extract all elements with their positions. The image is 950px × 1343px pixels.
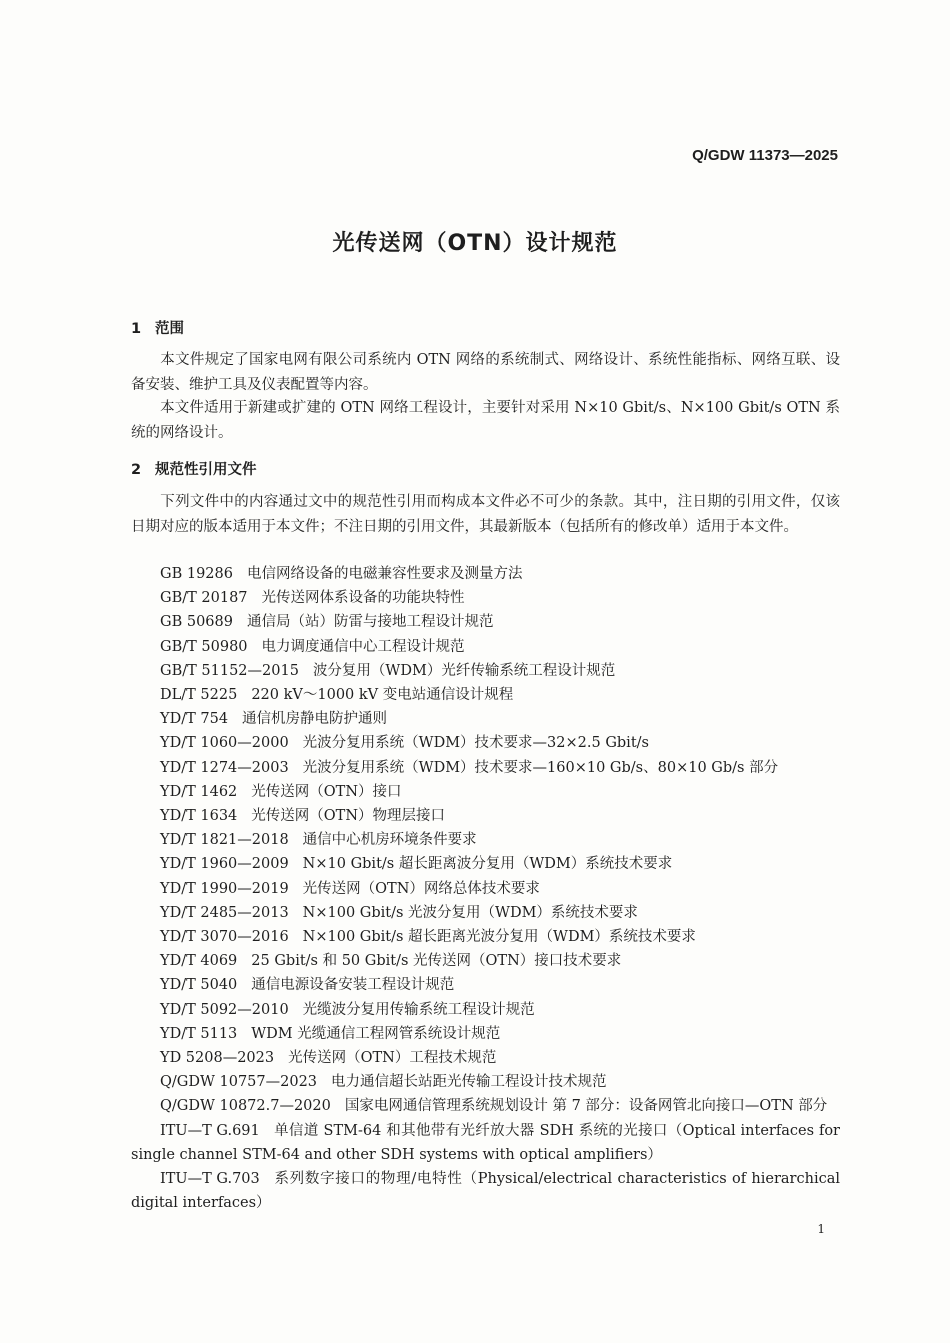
reference-item (131, 610, 840, 634)
reference-title: 光波分复用系统（WDM）技术要求—160×10 Gb/s、80×10 Gb/s 部分 (302, 759, 779, 776)
page-title: 光传送网（OTN）设计规范 (332, 231, 618, 256)
reference-title: 单信道 STM-64 和其他带有光纤放大器 SDH 系统的光接口（Optical interfaces for single channel STM-64 and other SDH systems with optical amplifiers） (131, 1122, 840, 1163)
reference-code: YD/T 1634 (160, 808, 238, 825)
section-heading (131, 458, 257, 479)
reference-title: 电力调度通信中心工程设计规范 (261, 638, 465, 655)
reference-item (131, 1070, 840, 1094)
reference-item (131, 973, 840, 997)
reference-title: 通信机房静电防护通则 (242, 711, 388, 728)
reference-title: 光波分复用系统（WDM）技术要求—32×2.5 Gbit/s (302, 735, 649, 752)
reference-code: YD/T 5092—2010 (160, 1001, 289, 1018)
paragraph (131, 490, 840, 539)
reference-title: N×100 Gbit/s 超长距离光波分复用（WDM）系统技术要求 (302, 929, 696, 946)
section-title: 规范性引用文件 (155, 462, 257, 478)
reference-code: YD/T 2485—2013 (160, 904, 289, 921)
reference-code: ITU—T G.703 (160, 1171, 260, 1188)
reference-title: 国家电网通信管理系统规划设计 第 7 部分：设备网管北向接口—OTN 部分 (344, 1098, 828, 1115)
reference-code: GB 19286 (160, 566, 233, 582)
reference-code: Q/GDW 10872.7—2020 (160, 1098, 331, 1115)
reference-code: GB/T 20187 (160, 590, 248, 607)
reference-title: 220 kV～1000 kV 变电站通信设计规程 (251, 687, 514, 704)
reference-title: N×100 Gbit/s 光波分复用（WDM）系统技术要求 (302, 904, 638, 921)
reference-title: 系列数字接口的物理/电特性（Physical/electrical characteristics of hierarchical digital interfaces） (131, 1171, 840, 1212)
reference-title: 光缆波分复用传输系统工程设计规范 (302, 1001, 535, 1018)
reference-item (131, 877, 840, 901)
reference-title: 波分复用（WDM）光纤传输系统工程设计规范 (312, 662, 616, 679)
reference-list (131, 562, 840, 1215)
reference-code: YD/T 754 (160, 711, 229, 728)
reference-code: YD/T 5113 (160, 1025, 238, 1042)
reference-item (131, 925, 840, 949)
reference-item (131, 659, 840, 683)
section-title: 范围 (155, 321, 184, 337)
reference-item (131, 707, 840, 731)
reference-item (131, 804, 840, 828)
reference-code: DL/T 5225 (160, 687, 238, 704)
reference-title: WDM 光缆通信工程网管系统设计规范 (251, 1025, 501, 1042)
reference-item (131, 683, 840, 707)
reference-title: 电信网络设备的电磁兼容性要求及测量方法 (246, 566, 523, 582)
reference-title: 光传送网（OTN）工程技术规范 (288, 1050, 497, 1067)
reference-code: YD 5208—2023 (160, 1050, 275, 1067)
paragraph (131, 348, 840, 397)
reference-item (131, 586, 840, 610)
reference-title: 光传送网（OTN）接口 (251, 783, 402, 800)
reference-item (131, 1119, 840, 1167)
reference-title: 通信电源设备安装工程设计规范 (251, 977, 455, 994)
reference-code: GB/T 50980 (160, 638, 248, 655)
reference-code: YD/T 1960—2009 (160, 856, 289, 873)
paragraph-text: 本文件规定了国家电网有限公司系统内 OTN 网络的系统制式、网络设计、系统性能指标、网络互联、设备安装、维护工具及仪表配置等内容。 (131, 352, 840, 393)
reference-item (131, 635, 840, 659)
reference-item (131, 1167, 840, 1215)
paragraph-text: 下列文件中的内容通过文中的规范性引用而构成本文件必不可少的条款。其中，注日期的引用文件，仅该日期对应的版本适用于本文件；不注日期的引用文件，其最新版本（包括所有的修改单）适用于本文件。 (131, 494, 840, 535)
reference-code: YD/T 1060—2000 (160, 735, 289, 752)
reference-code: YD/T 1990—2019 (160, 880, 289, 897)
reference-code: YD/T 1821—2018 (160, 832, 289, 849)
reference-item (131, 852, 840, 876)
reference-item (131, 1094, 840, 1118)
section-number: 1 (131, 321, 142, 337)
reference-title: N×10 Gbit/s 超长距离波分复用（WDM）系统技术要求 (302, 856, 673, 873)
reference-code: ITU—T G.691 (160, 1122, 260, 1139)
reference-item (131, 756, 840, 780)
reference-title: 通信中心机房环境条件要求 (302, 832, 477, 849)
reference-title: 通信局（站）防雷与接地工程设计规范 (246, 614, 494, 631)
reference-code: YD/T 1462 (160, 783, 238, 800)
reference-item (131, 1022, 840, 1046)
reference-title: 电力通信超长站距光传输工程设计技术规范 (331, 1074, 607, 1091)
reference-item (131, 998, 840, 1022)
reference-item (131, 1046, 840, 1070)
reference-title: 25 Gbit/s 和 50 Gbit/s 光传送网（OTN）接口技术要求 (251, 953, 622, 970)
reference-title: 光传送网（OTN）网络总体技术要求 (302, 880, 540, 897)
reference-title: 光传送网体系设备的功能块特性 (261, 590, 465, 607)
reference-title: 光传送网（OTN）物理层接口 (251, 808, 446, 825)
reference-code: Q/GDW 10757—2023 (160, 1074, 318, 1091)
reference-code: GB 50689 (160, 614, 233, 631)
reference-item (131, 828, 840, 852)
section-heading (131, 317, 184, 338)
section-number: 2 (131, 462, 142, 478)
reference-item (131, 901, 840, 925)
reference-item (131, 562, 840, 586)
reference-code: YD/T 1274—2003 (160, 759, 289, 776)
reference-item (131, 780, 840, 804)
page-number: 1 (817, 1222, 825, 1236)
paragraph-text: 本文件适用于新建或扩建的 OTN 网络工程设计，主要针对采用 N×10 Gbit/s、N×100 Gbit/s OTN 系统的网络设计。 (131, 400, 840, 441)
reference-code: YD/T 3070—2016 (160, 929, 289, 946)
reference-item (131, 949, 840, 973)
reference-code: YD/T 4069 (160, 953, 238, 970)
reference-code: GB/T 51152—2015 (160, 662, 299, 679)
doc-code: Q/GDW 11373—2025 (692, 147, 838, 164)
paragraph (131, 396, 840, 445)
reference-item (131, 731, 840, 755)
reference-code: YD/T 5040 (160, 977, 238, 994)
